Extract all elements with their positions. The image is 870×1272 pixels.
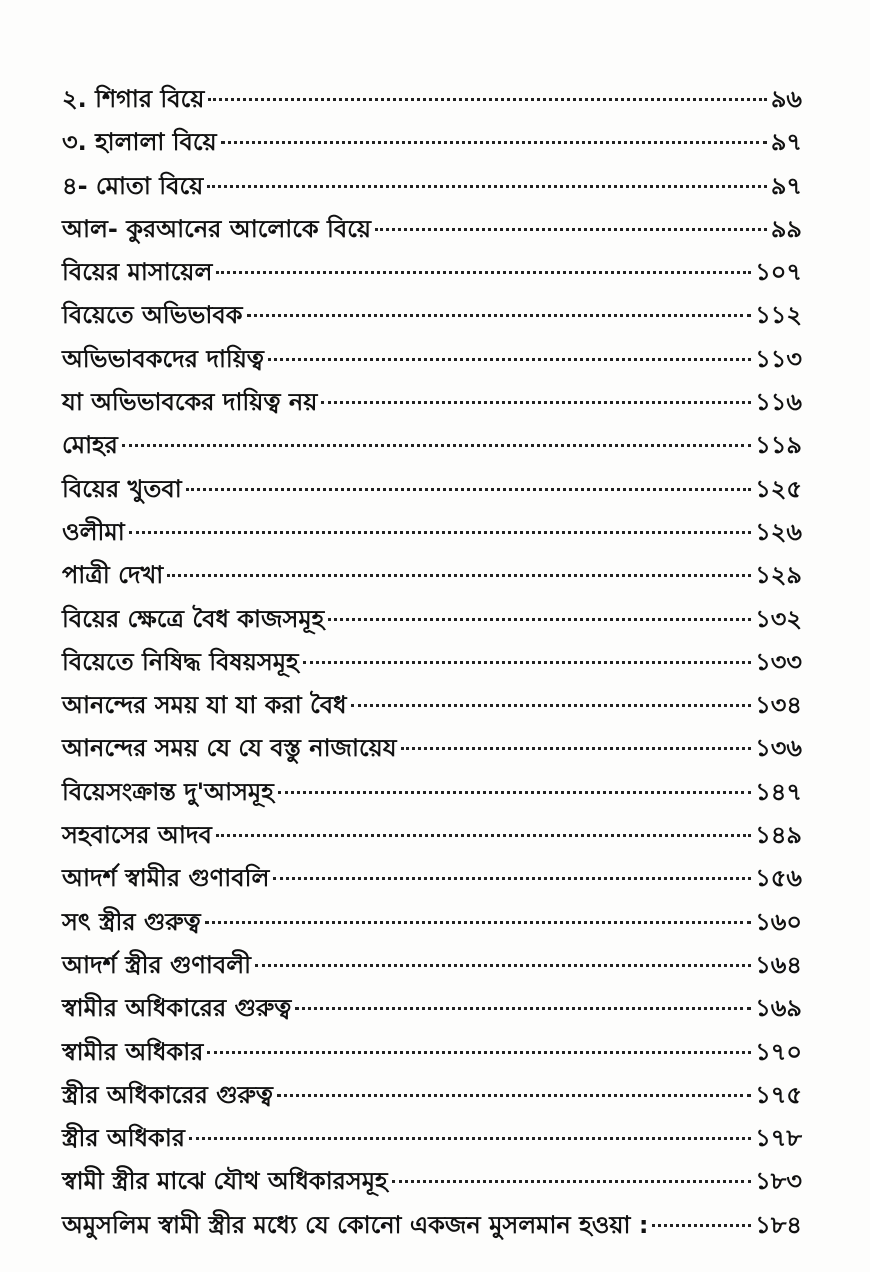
toc-entry [62, 641, 802, 684]
toc-entry-page-number: ১৭০ [755, 1037, 802, 1066]
toc-entry-title: বিয়ের ক্ষেত্রে বৈধ কাজসমূহ [62, 604, 325, 633]
dot-leader [208, 98, 766, 101]
dot-leader [278, 791, 751, 794]
toc-entry-page-number: ১১৯ [755, 431, 802, 460]
toc-entry [62, 424, 802, 467]
toc-entry-page-number: ১৭৫ [755, 1080, 802, 1109]
dot-leader [401, 747, 752, 750]
dot-leader [392, 1180, 752, 1183]
toc-entry-title: আদর্শ স্বামীর গুণাবলি [62, 864, 270, 893]
toc-entry-page-number: ১১৬ [755, 388, 802, 417]
toc-entry [62, 857, 802, 900]
dot-leader [207, 185, 767, 188]
toc-entry [62, 814, 802, 857]
toc-entry [62, 598, 802, 641]
toc-entry-page-number: ১২৫ [755, 474, 802, 503]
toc-entry-page-number: ৯৭ [770, 128, 802, 157]
toc-entry-page-number: ১৩৬ [755, 734, 802, 763]
dot-leader [273, 877, 751, 880]
dot-leader [247, 314, 752, 317]
dot-leader [216, 834, 751, 837]
dot-leader [186, 488, 752, 491]
toc-entry-title: পাত্রী দেখা [62, 561, 164, 590]
dot-leader [652, 1224, 751, 1227]
toc-entry [62, 1031, 802, 1074]
toc-entry [62, 1117, 802, 1160]
toc-entry-page-number: ১৩২ [755, 604, 802, 633]
dot-leader [122, 444, 751, 447]
toc-entry [62, 554, 802, 597]
toc-entry-page-number: ১৩৩ [755, 647, 802, 676]
toc-entry-title: বিয়েতে নিষিদ্ধ বিষয়সমূহ [62, 647, 299, 676]
toc-entry-page-number: ৯৯ [770, 214, 802, 243]
dot-leader [295, 1007, 751, 1010]
table-of-contents [62, 78, 802, 1247]
toc-entry-page-number: ১৮৪ [755, 1210, 802, 1239]
dot-leader [205, 921, 751, 924]
toc-entry-title: আনন্দের সময় যে যে বস্তু নাজায়েয [62, 734, 397, 763]
toc-entry-title: ৪- মোতা বিয়ে [62, 171, 204, 200]
toc-entry-title: স্ত্রীর অধিকারের গুরুত্ব [62, 1080, 273, 1109]
toc-entry-page-number: ৯৭ [770, 171, 802, 200]
dot-leader [303, 661, 752, 664]
toc-entry-page-number: ১৮৩ [755, 1167, 802, 1196]
toc-entry [62, 251, 802, 294]
dot-leader [167, 574, 751, 577]
toc-entry [62, 121, 802, 164]
toc-entry [62, 1160, 802, 1203]
toc-entry-title: স্বামীর অধিকার [62, 1037, 204, 1066]
toc-entry-page-number: ১২৯ [755, 561, 802, 590]
toc-entry [62, 381, 802, 424]
dot-leader [328, 618, 751, 621]
toc-entry [62, 338, 802, 381]
toc-entry-title: ২. শিগার বিয়ে [62, 85, 205, 113]
toc-entry-title: ওলীমা [62, 517, 125, 546]
toc-entry-title: ৩. হালালা বিয়ে [62, 128, 217, 157]
toc-entry-page-number: ১৬০ [755, 907, 802, 936]
dot-leader [221, 141, 767, 144]
toc-entry-title: আদর্শ স্ত্রীর গুণাবলী [62, 950, 251, 979]
toc-entry [62, 684, 802, 727]
toc-entry [62, 901, 802, 944]
toc-entry-page-number: ১১২ [755, 301, 802, 330]
toc-entry-title: আল- কুরআনের আলোকে বিয়ে [62, 214, 371, 243]
toc-entry-title: বিয়ের খুতবা [62, 474, 182, 503]
toc-entry-title: অমুসলিম স্বামী স্ত্রীর মধ্যে যে কোনো একজন মুসলমান হওয়া : [62, 1210, 649, 1239]
toc-entry [62, 511, 802, 554]
toc-entry-page-number: ১০৭ [755, 258, 802, 287]
toc-entry-title: স্বামীর অধিকারের গুরুত্ব [62, 994, 292, 1023]
toc-entry-page-number: ১৪৯ [755, 821, 802, 850]
toc-entry-page-number: ১৩৪ [755, 691, 802, 720]
toc-entry-page-number: ১৪৭ [755, 777, 802, 806]
toc-entry [62, 944, 802, 987]
toc-entry-page-number: ১১৩ [755, 344, 802, 373]
toc-entry-page-number: ১৭৮ [755, 1124, 802, 1153]
toc-entry-page-number: ৯৬ [770, 85, 802, 113]
dot-leader [129, 531, 752, 534]
toc-entry [62, 1074, 802, 1117]
toc-entry-page-number: ১৬৯ [755, 994, 802, 1023]
toc-entry [62, 727, 802, 770]
toc-entry-title: অভিভাবকদের দায়িত্ব [62, 344, 264, 373]
toc-entry-title: স্বামী স্ত্রীর মাঝে যৌথ অধিকারসমূহ [62, 1167, 388, 1196]
dot-leader [277, 1094, 751, 1097]
toc-entry-page-number: ১২৬ [755, 517, 802, 546]
toc-entry-title: যা অভিভাবকের দায়িত্ব নয় [62, 388, 318, 417]
dot-leader [351, 704, 752, 707]
toc-entry [62, 468, 802, 511]
toc-entry-title: বিয়েসংক্রান্ত দু'আসমূহ [62, 777, 274, 806]
toc-entry [62, 1204, 802, 1247]
toc-entry [62, 165, 802, 208]
toc-entry-page-number: ১৫৬ [755, 864, 802, 893]
toc-entry-title: সহবাসের আদব [62, 821, 212, 850]
dot-leader [255, 964, 751, 967]
toc-entry [62, 987, 802, 1030]
dot-leader [207, 1051, 751, 1054]
toc-entry-title: আনন্দের সময় যা যা করা বৈধ [62, 691, 347, 720]
dot-leader [216, 271, 751, 274]
toc-entry-title: মোহর [62, 431, 118, 460]
toc-entry-page-number: ১৬৪ [755, 950, 802, 979]
toc-entry [62, 78, 802, 121]
dot-leader [268, 358, 751, 361]
toc-entry [62, 771, 802, 814]
toc-entry-title: বিয়েতে অভিভাবক [62, 301, 243, 330]
dot-leader [375, 228, 767, 231]
toc-entry-title: স্ত্রীর অধিকার [62, 1124, 185, 1153]
toc-entry [62, 294, 802, 337]
dot-leader [321, 401, 751, 404]
dot-leader [189, 1137, 751, 1140]
toc-entry [62, 208, 802, 251]
toc-entry-title: বিয়ের মাসায়েল [62, 258, 213, 287]
toc-entry-title: সৎ স্ত্রীর গুরুত্ব [62, 907, 201, 936]
